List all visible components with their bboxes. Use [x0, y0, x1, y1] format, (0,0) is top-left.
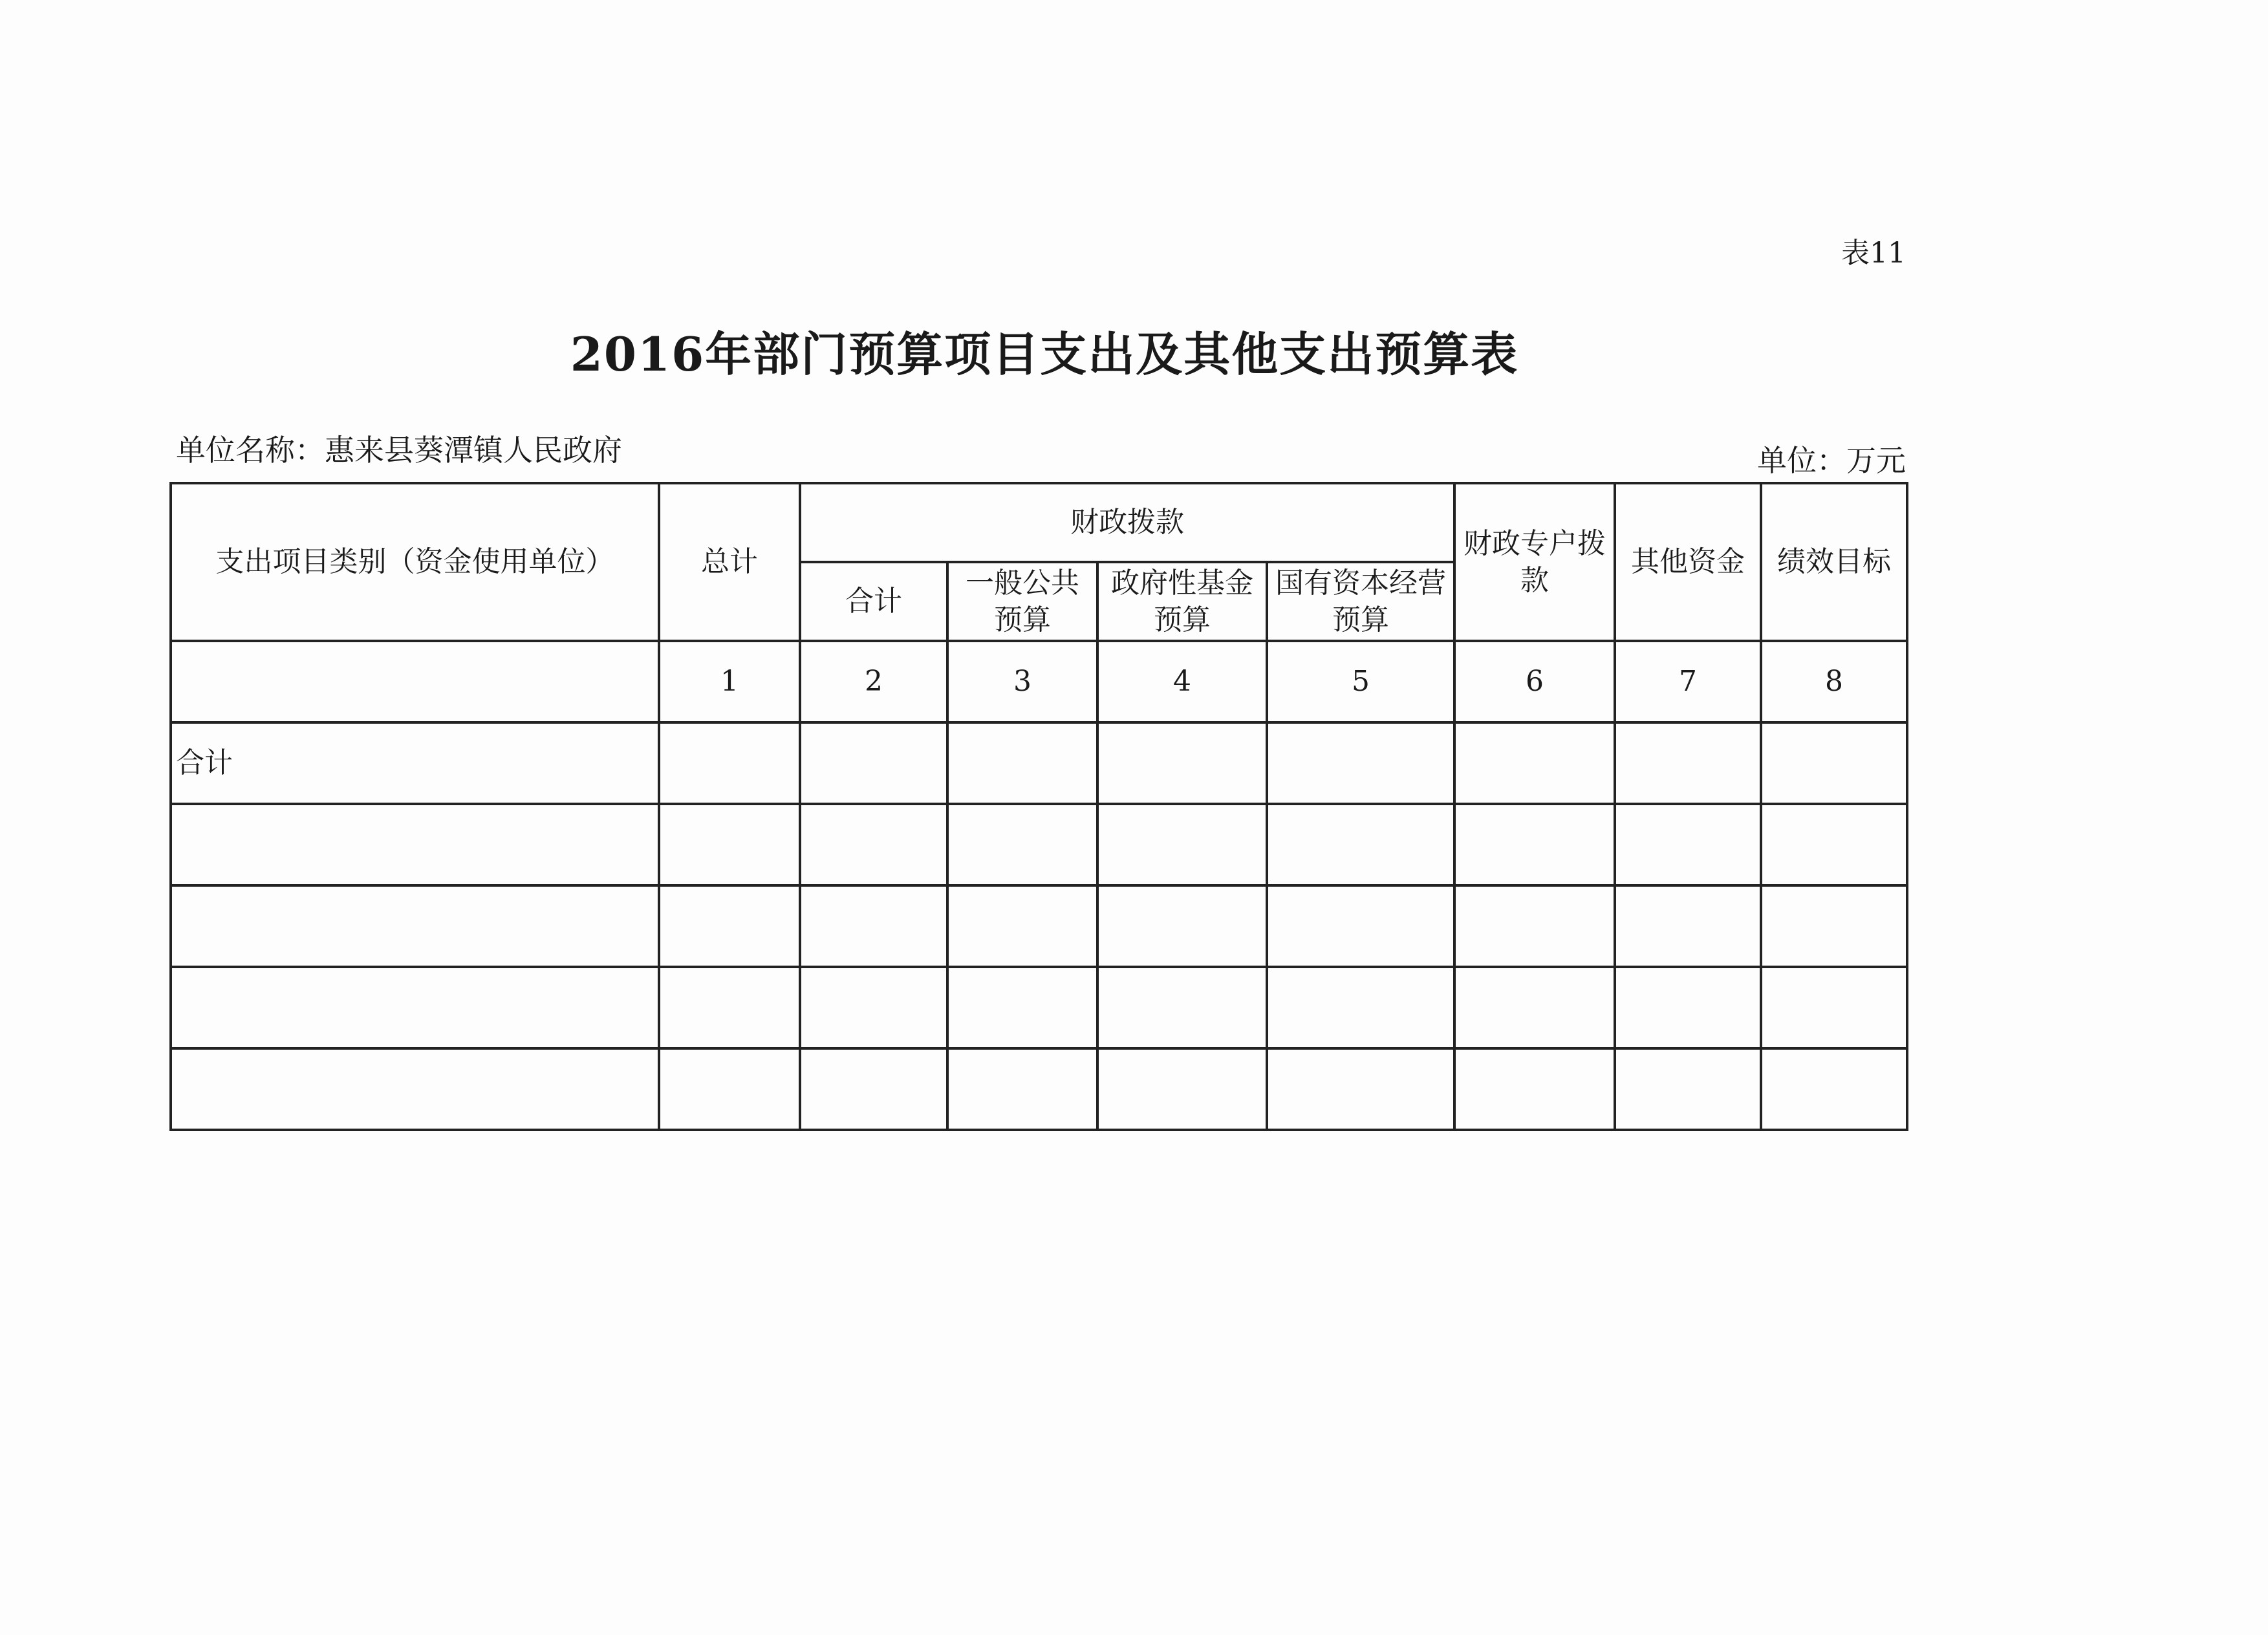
index-cell: 8 [1761, 641, 1907, 722]
table-cell [1097, 804, 1267, 885]
table-cell [947, 722, 1097, 804]
index-cell: 4 [1097, 641, 1267, 722]
table-row [171, 885, 1907, 967]
row-label [171, 885, 659, 967]
header-total: 总计 [659, 483, 800, 641]
table-cell [800, 1048, 947, 1130]
header-gov-fund: 政府性基金预算 [1097, 562, 1267, 641]
unit-name: 单位名称：惠来县葵潭镇人民政府 [176, 433, 622, 468]
header-other-funds: 其他资金 [1615, 483, 1761, 641]
table-cell [659, 722, 800, 804]
table-cell [1267, 804, 1454, 885]
row-label: 合计 [171, 722, 659, 804]
table-cell [1615, 722, 1761, 804]
index-cell: 1 [659, 641, 800, 722]
table-cell [659, 885, 800, 967]
table-cell [1615, 804, 1761, 885]
budget-table [169, 482, 1908, 1131]
table-cell [800, 885, 947, 967]
table-cell [1097, 1048, 1267, 1130]
header-general-budget: 一般公共预算 [947, 562, 1097, 641]
index-cell: 7 [1615, 641, 1761, 722]
table-number: 表11 [1841, 237, 1906, 270]
table-cell [1097, 722, 1267, 804]
header-fiscal-group: 财政拨款 [800, 483, 1454, 562]
header-fiscal-total: 合计 [800, 562, 947, 641]
table-row [171, 1048, 1907, 1130]
index-cell [171, 641, 659, 722]
table-cell [1454, 967, 1615, 1048]
table-cell [947, 967, 1097, 1048]
table-cell [1615, 967, 1761, 1048]
page-title: 2016年部门预算项目支出及其他支出预算表 [570, 327, 1519, 382]
table-row [171, 804, 1907, 885]
table-cell [947, 804, 1097, 885]
index-cell: 2 [800, 641, 947, 722]
index-cell: 6 [1454, 641, 1615, 722]
table-cell [1761, 722, 1907, 804]
row-label [171, 804, 659, 885]
table-cell [1097, 967, 1267, 1048]
table-cell [1761, 885, 1907, 967]
table-row [171, 722, 1907, 804]
table-cell [1454, 885, 1615, 967]
table-cell [800, 804, 947, 885]
index-cell: 3 [947, 641, 1097, 722]
table-cell [1761, 804, 1907, 885]
row-label [171, 1048, 659, 1130]
table-cell [1267, 967, 1454, 1048]
header-special-account: 财政专户拨款 [1454, 483, 1615, 641]
table-cell [1761, 967, 1907, 1048]
table-cell [1267, 722, 1454, 804]
table-cell [1267, 1048, 1454, 1130]
table-cell [1454, 722, 1615, 804]
header-category: 支出项目类别（资金使用单位） [171, 483, 659, 641]
table-cell [947, 1048, 1097, 1130]
table-row [171, 967, 1907, 1048]
table-cell [1267, 885, 1454, 967]
header-performance: 绩效目标 [1761, 483, 1907, 641]
table-cell [1097, 885, 1267, 967]
table-cell [947, 885, 1097, 967]
index-row [171, 641, 1907, 722]
table-cell [659, 1048, 800, 1130]
header-state-capital: 国有资本经营预算 [1267, 562, 1454, 641]
row-label [171, 967, 659, 1048]
currency-unit: 单位：万元 [1757, 443, 1906, 478]
index-cell: 5 [1267, 641, 1454, 722]
table-cell [659, 967, 800, 1048]
table-cell [800, 722, 947, 804]
table-cell [1615, 1048, 1761, 1130]
table-cell [1761, 1048, 1907, 1130]
table-cell [1454, 1048, 1615, 1130]
table-cell [1615, 885, 1761, 967]
header-row [171, 483, 1907, 562]
table-cell [1454, 804, 1615, 885]
table-cell [800, 967, 947, 1048]
table-cell [659, 804, 800, 885]
